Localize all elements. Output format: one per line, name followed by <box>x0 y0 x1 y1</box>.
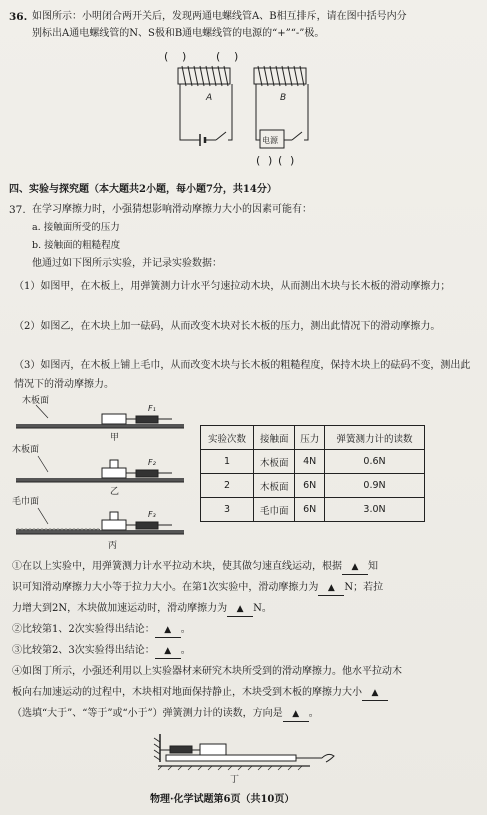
table-cell: 3.0N <box>325 498 425 522</box>
table-cell: 6N <box>295 474 325 498</box>
svg-text:): ) <box>234 50 239 63</box>
answer-blank[interactable]: ▲ <box>164 625 172 635</box>
qa-1-line2: 识可知滑动摩擦力大小等于拉力大小。在第1次实验中，滑动摩擦力为 ▲ N；若拉 <box>12 581 383 596</box>
svg-text:(: ( <box>216 50 221 63</box>
svg-text:(: ( <box>164 50 169 63</box>
fig3-force-label: F₃ <box>148 510 156 519</box>
table-header: 实验次数 <box>201 426 254 450</box>
q37-method: 他通过如下图所示实验，并记录实验数据： <box>32 258 222 269</box>
svg-text:(: ( <box>278 154 283 167</box>
qa-3: ③比较第2、3次实验得出结论： ▲ 。 <box>12 644 191 659</box>
fig3-caption: 丙 <box>108 541 118 551</box>
svg-text:): ) <box>290 154 295 167</box>
solenoid-a-label: A <box>206 93 213 103</box>
q37-intro: 在学习摩擦力时，小强猜想影响滑动摩擦力大小的因素可能有： <box>32 204 312 215</box>
q37-step-1: （1）如图甲，在木板上，用弹簧测力计水平匀速拉动木块，从而测出木块与长木板的滑动摩擦力； <box>14 281 451 292</box>
fig2-caption: 乙 <box>110 487 120 497</box>
table-cell: 6N <box>295 498 325 522</box>
answer-blank[interactable]: ▲ <box>351 562 359 572</box>
table-cell: 4N <box>295 450 325 474</box>
answer-blank[interactable]: ▲ <box>327 583 335 593</box>
q37-option-a: a. 接触面所受的压力 <box>32 222 120 233</box>
answer-blank[interactable]: ▲ <box>292 709 300 719</box>
fig2-surface-label: 木板面 <box>12 445 40 455</box>
table-row <box>201 474 425 498</box>
experiment-data-table <box>200 425 425 522</box>
q36-text-line2: 别标出A通电螺线管的N、S极和B通电螺线管的电源的“+”“-”极。 <box>32 28 325 39</box>
q37-step-2: （2）如图乙，在木块上加一砝码，从而改变木块对长木板的压力，测出此情况下的滑动摩擦力。 <box>14 321 441 332</box>
fig1-force-label: F₁ <box>148 404 156 413</box>
solenoid-circuit-diagram <box>160 44 340 174</box>
table-cell: 0.9N <box>325 474 425 498</box>
q37-step-3: （3）如图丙，在木板上铺上毛巾，从而改变木块与长木板的粗糙程度，保持木块上的砝码不变，测出此情况下的滑动摩擦力。 <box>14 360 471 390</box>
table-cell: 0.6N <box>325 450 425 474</box>
q37-number: 37. <box>9 204 26 216</box>
fig2-force-label: F₂ <box>148 458 156 467</box>
qa-4-line3: （选填“大于”、“等于”或“小于”）弹簧测力计的读数，方向是 ▲ 。 <box>12 707 319 722</box>
qa-4-line2: 板向右加速运动的过程中，木块相对地面保持静止，木块受到木板的摩擦力大小 ▲ <box>12 686 388 701</box>
answer-blank[interactable]: ▲ <box>164 646 172 656</box>
fig4-caption: 丁 <box>230 775 240 785</box>
table-cell: 毛巾面 <box>254 498 295 522</box>
q37-option-b: b. 接触面的粗糙程度 <box>32 240 121 251</box>
table-header: 接触面 <box>254 426 295 450</box>
answer-blank[interactable]: ▲ <box>371 688 379 698</box>
table-cell: 1 <box>201 450 254 474</box>
friction-figure-ding <box>150 728 340 786</box>
fig3-surface-label: 毛巾面 <box>12 497 40 507</box>
table-cell: 3 <box>201 498 254 522</box>
answer-blank[interactable]: ▲ <box>236 604 244 614</box>
svg-text:): ) <box>182 50 187 63</box>
power-source-label: 电源 <box>262 136 278 145</box>
table-row <box>201 450 425 474</box>
page-footer: 物理·化学试题第6页（共10页） <box>150 794 295 805</box>
fig1-caption: 甲 <box>110 433 120 443</box>
fig1-surface-label: 木板面 <box>22 396 50 406</box>
qa-4-line1: ④如图丁所示，小强还利用以上实验器材来研究木块所受到的滑动摩擦力。他水平拉动木 <box>12 666 402 677</box>
q36-text-line1: 如图所示：小明闭合两开关后，发现两通电螺线管A、B相互排斥，请在图中括号内分 <box>32 11 407 22</box>
table-header: 弹簧测力计的读数 <box>325 426 425 450</box>
svg-text:): ) <box>268 154 273 167</box>
qa-1-line1: ①在以上实验中，用弹簧测力计水平拉动木块，使其做匀速直线运动，根据 ▲ 知 <box>12 560 378 575</box>
qa-1-line3: 力增大到2N，木块做加速运动时，滑动摩擦力为 ▲ N。 <box>12 602 272 617</box>
table-header-row <box>201 426 425 450</box>
table-cell: 木板面 <box>254 474 295 498</box>
solenoid-b-label: B <box>280 93 287 103</box>
section-4-title: 四、实验与探究题（本大题共2小题，每小题7分，共14分） <box>9 184 277 195</box>
table-header: 压力 <box>295 426 325 450</box>
table-row <box>201 498 425 522</box>
table-cell: 2 <box>201 474 254 498</box>
friction-experiment-figures <box>8 394 198 554</box>
q36-number: 36. <box>9 11 28 23</box>
qa-2: ②比较第1、2次实验得出结论： ▲ 。 <box>12 623 191 638</box>
svg-text:(: ( <box>256 154 261 167</box>
table-cell: 木板面 <box>254 450 295 474</box>
